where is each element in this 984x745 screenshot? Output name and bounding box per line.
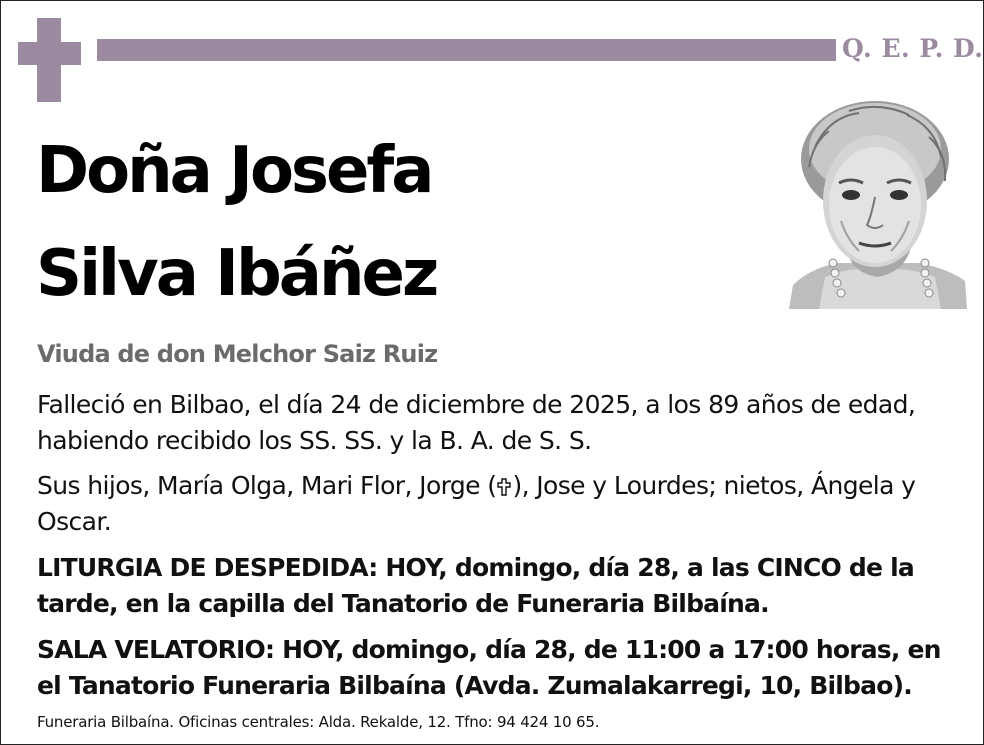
death-notice-paragraph: Falleció en Bilbao, el día 24 de diciembre de 2025, a los 89 años de edad, habiendo recibido los SS. SS. y la B. A. de S. S.: [37, 390, 916, 455]
family-paragraph: [37, 468, 957, 540]
family-text-start: Sus hijos, María Olga, Mari Flor, Jorge (: [37, 471, 497, 500]
deceased-cross-icon: [496, 470, 512, 488]
wake-room-paragraph: SALA VELATORIO: HOY, domingo, día 28, de 11:00 a 17:00 horas, en el Tanatorio Funeraria Bilbaína (Avda. Zumalakarregi, 10, Bilbao).: [37, 635, 941, 700]
header-bar: [97, 39, 836, 61]
widow-of-subtitle: Viuda de don Melchor Saiz Ruiz: [37, 340, 438, 368]
qepd-label: Q. E. P. D.: [842, 34, 984, 63]
portrait-photo: [789, 97, 967, 309]
deceased-name-line1: Doña Josefa: [36, 134, 432, 208]
funeral-home-footer: Funeraria Bilbaína. Oficinas centrales: Alda. Rekalde, 12. Tfno: 94 424 10 65.: [37, 713, 600, 731]
cross-icon: [18, 18, 81, 102]
liturgy-paragraph: LITURGIA DE DESPEDIDA: HOY, domingo, día 28, a las CINCO de la tarde, en la capilla del Tanatorio de Funeraria Bilbaína.: [37, 553, 914, 618]
deceased-name-line2: Silva Ibáñez: [36, 237, 437, 311]
family-text-end: ), Jose y Lourdes; nietos, Ángela y Oscar.: [37, 471, 916, 536]
